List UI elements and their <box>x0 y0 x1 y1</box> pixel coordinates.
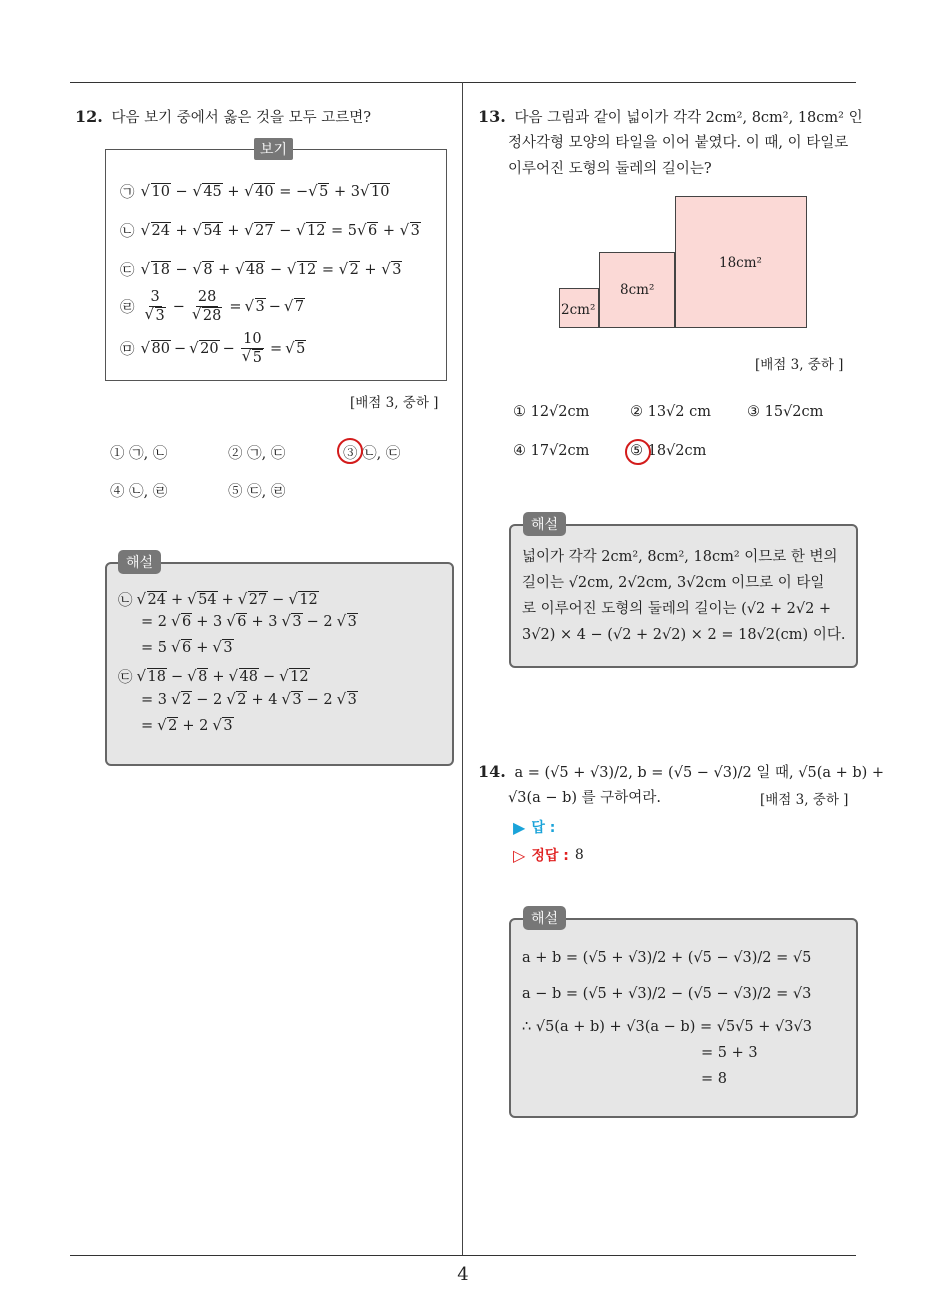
bogi-mark: ㉢ <box>120 263 135 279</box>
q12-text: 다음 보기 중에서 옳은 것을 모두 고르면? <box>111 110 371 126</box>
q13-expl-line-1: 넓이가 각각 2cm², 8cm², 18cm² 이므로 한 변의 <box>522 549 838 565</box>
tile-medium-label: 8cm² <box>620 282 655 298</box>
q13-choice-3[interactable]: ③ 15√2cm <box>747 404 824 420</box>
bogi-expr: √ 10 − √ 45 + √ 40 = −√ 5 + 3√ 10 <box>141 184 391 200</box>
q12-answer-mark <box>337 438 363 464</box>
header-rule <box>70 82 856 83</box>
page-number: 4 <box>457 1264 469 1285</box>
q14-expl-line-4: = 5 + 3 <box>701 1045 758 1061</box>
q12-choice-3[interactable]: ③ ㉡, ㉢ <box>343 446 401 462</box>
q12-bogi-item-1 <box>120 181 390 202</box>
tile-small-label: 2cm² <box>561 302 596 318</box>
q12-expl-line-3: = 5 √ 6 + √ 3 <box>141 640 234 656</box>
correct-value: 8 <box>574 847 584 863</box>
outline-play-icon: ▷ <box>513 845 526 865</box>
q13-score: [배점 3, 중하 ] <box>755 357 844 373</box>
answer-label: 답 : <box>531 820 556 836</box>
q12-expl-line-5: = 3 √ 2 − 2 √ 2 + 4 √ 3 − 2 √ 3 <box>141 692 358 708</box>
q12-bogi-item-5 <box>120 330 306 367</box>
q14-expl-line-1: a + b = (√5 + √3)/2 + (√5 − √3)/2 = √5 <box>522 950 812 966</box>
q13-choice-4[interactable]: ④ 17√2cm <box>513 443 590 459</box>
bogi-mark: ㉤ <box>120 342 135 358</box>
q14-stem-line-2: √3(a − b) 를 구하여라. <box>508 790 661 806</box>
q14-stem-line-1 <box>478 759 884 786</box>
q13-choice-2[interactable]: ② 13√2 cm <box>630 404 712 420</box>
q14-score: [배점 3, 중하 ] <box>760 792 849 808</box>
q12-bogi-item-4 <box>120 288 305 325</box>
tile-large-label: 18cm² <box>719 255 762 271</box>
q13-expl-line-4: 3√2) × 4 − (√2 + 2√2) × 2 = 18√2(cm) 이다. <box>522 627 846 643</box>
bogi-expr: √ 80 − √ 20 − 10 √ 5 = √ 5 <box>141 330 307 367</box>
q14-expl-line-3: ∴ √5(a + b) + √3(a − b) = √5√5 + √3√3 <box>522 1019 812 1035</box>
q14-explanation-label: 해설 <box>523 906 566 930</box>
q12-choice-4[interactable]: ④ ㉡, ㉣ <box>110 484 168 500</box>
q13-stem-line-3: 이루어진 도형의 둘레의 길이는? <box>508 161 712 177</box>
q13-explanation-label: 해설 <box>523 512 566 536</box>
q14-expl-line-5: = 8 <box>701 1071 727 1087</box>
q14-explanation-box <box>509 918 858 1118</box>
footer-rule <box>70 1255 856 1256</box>
play-icon: ▶ <box>513 817 526 837</box>
bogi-mark: ㉠ <box>120 185 135 201</box>
q14-correct-row <box>513 845 584 865</box>
q13-stem-line-2: 정사각형 모양의 타일을 이어 붙였다. 이 때, 이 타일로 <box>508 135 849 151</box>
q13-expl-line-2: 길이는 √2cm, 2√2cm, 3√2cm 이므로 이 타일 <box>522 575 825 591</box>
q13-text-1: 다음 그림과 같이 넓이가 각각 2cm², 8cm², 18cm² 인 <box>514 110 863 126</box>
q13-expl-line-3: 로 이루어진 도형의 둘레의 길이는 (√2 + 2√2 + <box>522 601 832 617</box>
bogi-mark: ㉡ <box>120 224 135 240</box>
q14-text-1: a = (√5 + √3)/2, b = (√5 − √3)/2 일 때, √5(a + b) + <box>514 765 885 781</box>
q12-stem <box>75 104 371 131</box>
bogi-expr: √ 18 − √ 8 + √ 48 − √ 12 = √ 2 + √ 3 <box>141 262 403 278</box>
q12-number: 12. <box>75 107 103 126</box>
q12-expl-line-6: = √ 2 + 2 √ 3 <box>141 718 234 734</box>
q13-stem-line-1 <box>478 104 863 131</box>
q12-bogi-item-2 <box>120 220 421 241</box>
q12-choice-2[interactable]: ② ㉠, ㉢ <box>228 446 286 462</box>
q12-bogi-item-3 <box>120 259 402 280</box>
q12-score: [배점 3, 중하 ] <box>350 395 439 411</box>
q12-expl-line-1: ㉡ √ 24 + √ 54 + √ 27 − √ 12 <box>118 589 319 610</box>
column-divider <box>462 82 463 1255</box>
bogi-mark: ㉣ <box>120 300 135 316</box>
q12-choice-1[interactable]: ① ㉠, ㉡ <box>110 446 168 462</box>
correct-label: 정답 : <box>531 848 569 864</box>
q13-number: 13. <box>478 107 506 126</box>
q12-expl-line-2: = 2 √ 6 + 3 √ 6 + 3 √ 3 − 2 √ 3 <box>141 614 358 630</box>
q13-answer-mark <box>625 439 651 465</box>
q14-number: 14. <box>478 762 506 781</box>
q12-choice-5[interactable]: ⑤ ㉢, ㉣ <box>228 484 286 500</box>
q14-answer-row <box>513 817 555 837</box>
q12-explanation-label: 해설 <box>118 550 161 574</box>
bogi-expr: 3 √ 3 − 28 √ 28 = √ 3 − √ 7 <box>141 288 306 325</box>
bogi-expr: √ 24 + √ 54 + √ 27 − √ 12 = 5√ 6 + √ 3 <box>141 223 421 239</box>
q13-choice-1[interactable]: ① 12√2cm <box>513 404 590 420</box>
q13-choice-5[interactable]: ⑤ 18√2cm <box>630 443 707 459</box>
q12-bogi-label: 보기 <box>254 138 293 160</box>
q14-expl-line-2: a − b = (√5 + √3)/2 − (√5 − √3)/2 = √3 <box>522 986 812 1002</box>
q12-expl-line-4: ㉢ √ 18 − √ 8 + √ 48 − √ 12 <box>118 666 310 687</box>
